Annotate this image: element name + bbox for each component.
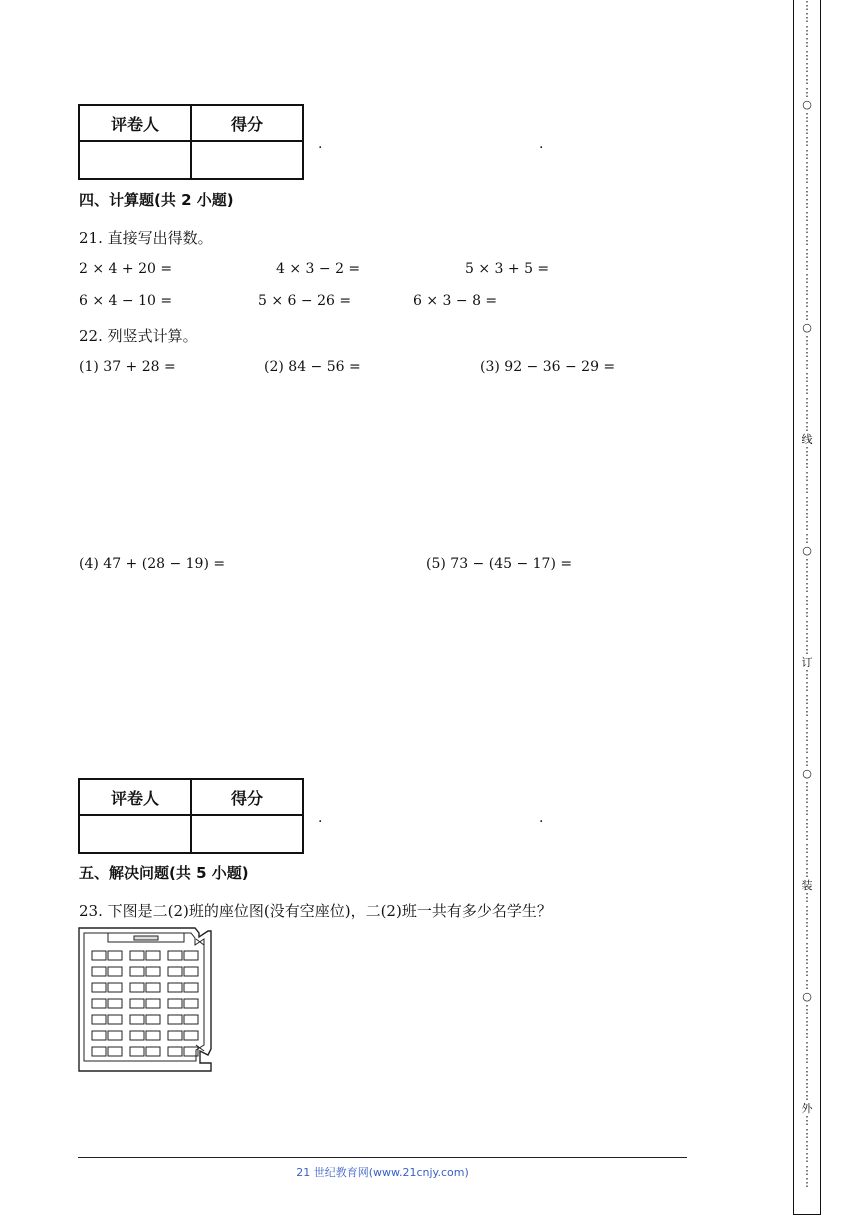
binding-dots: ⋮	[801, 792, 813, 805]
grader-label: 评卷人	[79, 105, 191, 141]
seat	[108, 983, 122, 992]
seat	[146, 967, 160, 976]
binding-dots: ⋮	[801, 1114, 813, 1128]
seat	[108, 1047, 122, 1056]
binding-dots: ⋮	[801, 1089, 813, 1103]
exercise: 4 × 3 − 2 =	[276, 261, 361, 277]
binding-dots: ⋮	[801, 977, 813, 991]
binding-dots: ⋮	[801, 581, 813, 595]
seat	[168, 967, 182, 976]
binding-dots: ⋮	[801, 804, 813, 818]
binding-dots: ⋮	[801, 630, 813, 644]
seat	[146, 1047, 160, 1056]
question-23-title: 23. 下图是二(2)班的座位图(没有空座位)，二(2)班一共有多少名学生？	[79, 902, 552, 920]
seat	[130, 967, 144, 976]
seat	[146, 1015, 160, 1024]
binding-dots: ⋮	[801, 891, 813, 905]
seat	[92, 1047, 106, 1056]
seat	[184, 999, 198, 1008]
binding-dots: ⋮	[801, 184, 813, 198]
dot-mark: .	[318, 136, 323, 152]
score-label: 得分	[191, 779, 303, 815]
exercise: 2 × 4 + 20 =	[79, 261, 173, 277]
binding-margin	[793, 0, 821, 1215]
binding-dots: ⋮	[801, 593, 813, 607]
binding-dots: ⋮	[801, 1076, 813, 1090]
binding-dots: ⋮	[801, 296, 813, 310]
binding-dots: ⋮	[801, 903, 813, 917]
binding-dots: ⋮	[801, 407, 813, 421]
binding-dots: ⋮	[801, 556, 813, 570]
seat	[130, 951, 144, 960]
seat	[92, 967, 106, 976]
binding-dots: ⋮	[801, 1138, 813, 1152]
binding-circle: ○	[802, 990, 812, 1004]
seat	[108, 999, 122, 1008]
binding-dots: ⋮	[801, 222, 813, 236]
binding-dots: ⋮	[801, 606, 813, 620]
seat	[184, 1015, 198, 1024]
score-cell[interactable]	[191, 141, 303, 179]
seat	[146, 1031, 160, 1040]
seat	[92, 1015, 106, 1024]
binding-dots: ⋮	[801, 816, 813, 830]
binding-dots: ⋮	[801, 172, 813, 186]
binding-dots: ⋮	[801, 779, 813, 793]
binding-dots: ⋮	[801, 160, 813, 174]
exercise: (5) 73 − (45 − 17) =	[426, 556, 573, 572]
binding-label: 线	[801, 432, 813, 446]
binding-dots: ⋮	[801, 73, 813, 87]
binding-dots: ⋮	[801, 1126, 813, 1140]
binding-dots: ⋮	[801, 370, 813, 384]
binding-dots: ⋮	[801, 36, 813, 50]
binding-dots: ⋮	[801, 866, 813, 880]
dot-mark: .	[539, 136, 544, 152]
exercise: (1) 37 + 28 =	[79, 359, 176, 375]
grader-cell[interactable]	[79, 815, 191, 853]
binding-dots: ⋮	[801, 147, 813, 161]
binding-circle: ○	[802, 321, 812, 335]
footer-divider	[78, 1157, 687, 1158]
exercise: 6 × 4 − 10 =	[79, 293, 173, 309]
seat	[130, 1031, 144, 1040]
binding-dots: ⋮	[801, 717, 813, 731]
binding-dots: ⋮	[801, 110, 813, 124]
seat	[168, 983, 182, 992]
binding-dots: ⋮	[801, 197, 813, 211]
dot-mark: .	[539, 810, 544, 826]
binding-dots: ⋮	[801, 507, 813, 521]
binding-marks	[794, 0, 820, 1214]
binding-circle: ○	[802, 98, 812, 112]
seat	[184, 951, 198, 960]
seat	[168, 1015, 182, 1024]
score-table-1	[78, 104, 304, 180]
binding-dots: ⋮	[801, 395, 813, 409]
binding-dots: ⋮	[801, 1064, 813, 1078]
seat	[108, 951, 122, 960]
binding-dots: ⋮	[801, 1151, 813, 1165]
seat	[168, 951, 182, 960]
binding-dots: ⋮	[801, 1052, 813, 1066]
seat	[92, 999, 106, 1008]
binding-dots: ⋮	[801, 1039, 813, 1053]
seat	[168, 1047, 182, 1056]
seat	[168, 999, 182, 1008]
binding-dots: ⋮	[801, 928, 813, 942]
seating-chart-diagram	[78, 927, 212, 1072]
binding-dots: ⋮	[801, 122, 813, 136]
binding-dots: ⋮	[801, 358, 813, 372]
binding-dots: ⋮	[801, 841, 813, 855]
binding-label: 外	[801, 1101, 813, 1115]
binding-dots: ⋮	[801, 705, 813, 719]
binding-dots: ⋮	[801, 1015, 813, 1029]
exercise: 6 × 3 − 8 =	[413, 293, 498, 309]
seat	[146, 999, 160, 1008]
binding-dots: ⋮	[801, 469, 813, 483]
dot-mark: .	[318, 810, 323, 826]
seat	[146, 983, 160, 992]
binding-dots: ⋮	[801, 829, 813, 843]
binding-dots: ⋮	[801, 0, 813, 12]
score-label: 得分	[191, 105, 303, 141]
exercise: 5 × 6 − 26 =	[258, 293, 352, 309]
binding-dots: ⋮	[801, 519, 813, 533]
exercise: (4) 47 + (28 − 19) =	[79, 556, 226, 572]
binding-dots: ⋮	[801, 345, 813, 359]
question-21-title: 21. 直接写出得数。	[79, 229, 213, 247]
binding-dots: ⋮	[801, 953, 813, 967]
seat	[168, 1031, 182, 1040]
seat	[108, 1015, 122, 1024]
exercise: (3) 92 − 36 − 29 =	[480, 359, 616, 375]
binding-dots: ⋮	[801, 668, 813, 682]
score-table-2	[78, 778, 304, 854]
binding-dots: ⋮	[801, 420, 813, 434]
binding-dots: ⋮	[801, 940, 813, 954]
footer-source: 21 世纪教育网(www.21cnjy.com)	[296, 1166, 469, 1179]
binding-dots: ⋮	[801, 618, 813, 632]
binding-label: 订	[801, 655, 813, 669]
binding-dots: ⋮	[801, 754, 813, 768]
seat	[130, 1047, 144, 1056]
binding-dots: ⋮	[801, 643, 813, 657]
binding-dots: ⋮	[801, 85, 813, 99]
binding-dots: ⋮	[801, 60, 813, 74]
seat	[130, 999, 144, 1008]
section-4-title: 四、计算题(共 2 小题)	[79, 191, 234, 209]
binding-dots: ⋮	[801, 383, 813, 397]
seat	[108, 967, 122, 976]
binding-dots: ⋮	[801, 692, 813, 706]
binding-dots: ⋮	[801, 11, 813, 25]
binding-circle: ○	[802, 767, 812, 781]
binding-dots: ⋮	[801, 445, 813, 459]
score-cell[interactable]	[191, 815, 303, 853]
binding-dots: ⋮	[801, 234, 813, 248]
binding-dots: ⋮	[801, 1027, 813, 1041]
seat	[130, 1015, 144, 1024]
binding-dots: ⋮	[801, 333, 813, 347]
binding-dots: ⋮	[801, 680, 813, 694]
grader-cell[interactable]	[79, 141, 191, 179]
binding-dots: ⋮	[801, 568, 813, 582]
seat	[184, 967, 198, 976]
binding-dots: ⋮	[801, 853, 813, 867]
seat	[130, 983, 144, 992]
binding-dots: ⋮	[801, 259, 813, 273]
binding-dots: ⋮	[801, 965, 813, 979]
binding-dots: ⋮	[801, 283, 813, 297]
seat	[184, 983, 198, 992]
binding-dots: ⋮	[801, 915, 813, 929]
binding-dots: ⋮	[801, 730, 813, 744]
binding-dots: ⋮	[801, 457, 813, 471]
seat	[92, 983, 106, 992]
question-22-title: 22. 列竖式计算。	[79, 327, 198, 345]
exercise: (2) 84 − 56 =	[264, 359, 361, 375]
binding-dots: ⋮	[801, 48, 813, 62]
exercise: 5 × 3 + 5 =	[465, 261, 550, 277]
binding-dots: ⋮	[801, 135, 813, 149]
binding-dots: ⋮	[801, 308, 813, 322]
binding-dots: ⋮	[801, 1163, 813, 1177]
binding-label: 装	[801, 878, 813, 892]
binding-dots: ⋮	[801, 482, 813, 496]
binding-circle: ○	[802, 544, 812, 558]
seat	[92, 951, 106, 960]
binding-dots: ⋮	[801, 1176, 813, 1190]
seat	[92, 1031, 106, 1040]
binding-dots: ⋮	[801, 1002, 813, 1016]
binding-dots: ⋮	[801, 246, 813, 260]
seat-group	[92, 951, 198, 1056]
binding-dots: ⋮	[801, 209, 813, 223]
binding-dots: ⋮	[801, 531, 813, 545]
seat	[146, 951, 160, 960]
section-5-title: 五、解决问题(共 5 小题)	[79, 864, 249, 882]
binding-dots: ⋮	[801, 23, 813, 37]
seat	[108, 1031, 122, 1040]
seat	[184, 1031, 198, 1040]
binding-dots: ⋮	[801, 271, 813, 285]
binding-dots: ⋮	[801, 494, 813, 508]
binding-dots: ⋮	[801, 742, 813, 756]
grader-label: 评卷人	[79, 779, 191, 815]
